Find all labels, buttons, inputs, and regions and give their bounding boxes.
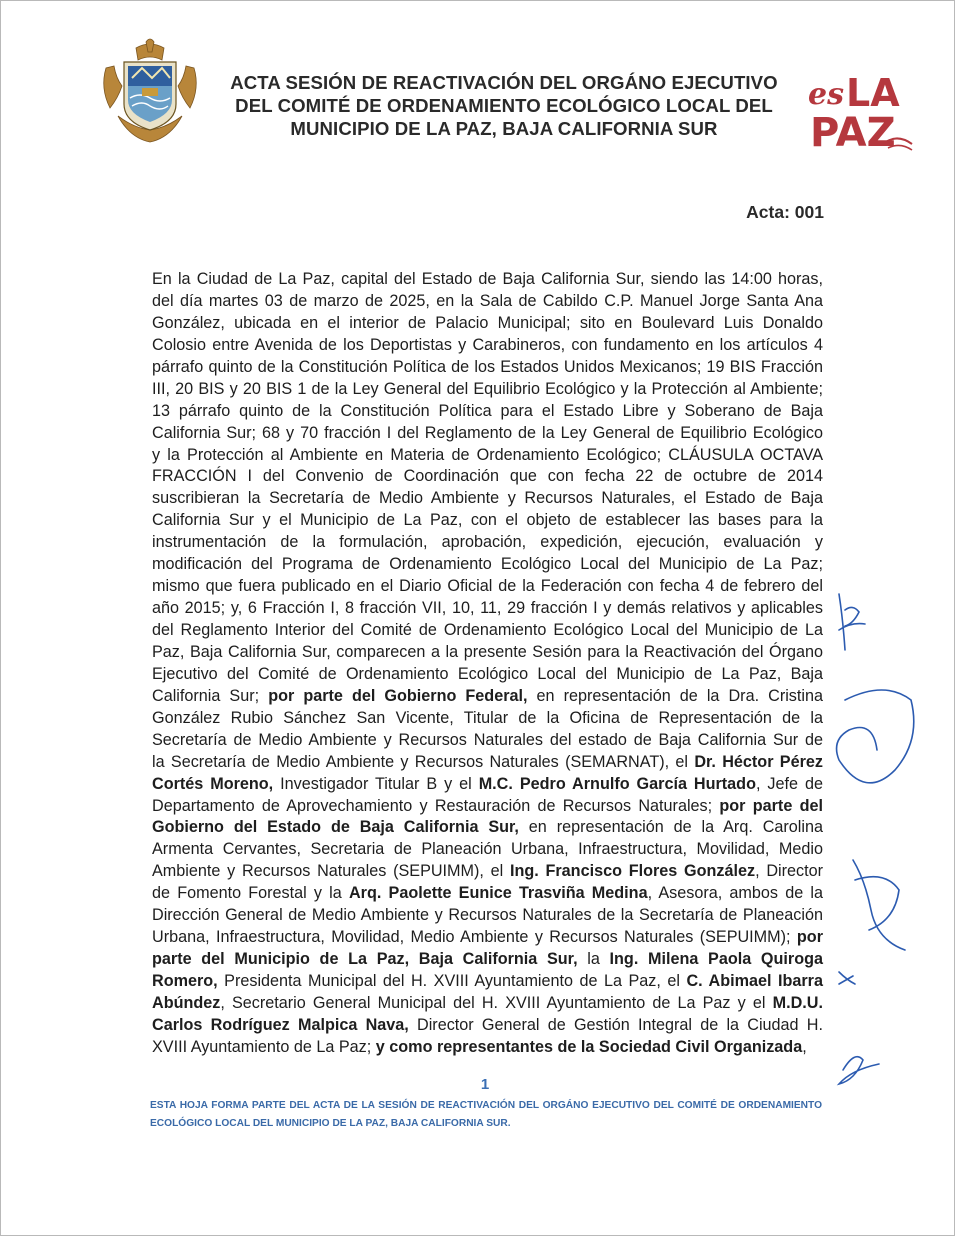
text-line [152, 576, 823, 598]
text-run: modificación del Programa de Ordenamiento Ecológico Local del Municipio de La Paz; [152, 555, 823, 574]
text-line [152, 510, 823, 532]
text-line [152, 949, 823, 971]
text-run: la [577, 950, 610, 969]
bold-text-run: M.C. Pedro Arnulfo García Hurtado [478, 774, 756, 793]
bold-text-run: Ing. Francisco Flores González [509, 862, 756, 881]
title-line: DEL COMITÉ DE ORDENAMIENTO ECOLÓGICO LOCAL DEL [235, 95, 773, 116]
text-run: , Director [755, 862, 823, 881]
text-run: California Sur y el Municipio de La Paz, con el objeto de establecer las bases para la [152, 511, 823, 530]
text-run: Urbana, Infraestructura, Movilidad, Medio Ambiente y Recursos Naturales (SEPUIMM); [152, 928, 797, 947]
text-line [152, 971, 823, 993]
logo-paz: PAZ [810, 110, 896, 154]
text-line [152, 817, 823, 839]
text-run: Departamento de Aprovechamiento y Restauración de Recursos Naturales; [152, 796, 720, 815]
es-la-paz-logo [806, 64, 916, 154]
text-line [152, 357, 823, 379]
page-number: 1 [480, 1076, 490, 1093]
bold-text-run: Cortés Moreno, [152, 774, 274, 793]
text-line [152, 861, 823, 883]
text-run: González Rubio Sánchez San Vicente, Titular de la Oficina de Representación de la [152, 708, 823, 727]
text-line [152, 554, 823, 576]
text-run: 13 párrafo quinto de la Constitución Política para el Estado Libre y Soberano de Baja [152, 401, 823, 420]
bold-text-run: M.D.U. [772, 993, 823, 1012]
bold-text-run: por parte del Gobierno Federal, [268, 686, 528, 705]
text-run: Investigador Titular B y el [273, 774, 479, 793]
handwritten-signatures [825, 580, 935, 1100]
text-run: FRACCIÓN I del Convenio de Coordinación que con fecha 22 de octubre de 2014 [152, 467, 823, 486]
bold-text-run: Arq. Paolette Eunice Trasviña Medina [348, 884, 648, 903]
text-run: Paz, Baja California Sur, comparecen a la presente Sesión para la Reactivación del Órgano [152, 642, 823, 661]
text-line [152, 796, 823, 818]
text-line [152, 730, 823, 752]
bold-text-run: por parte del [719, 796, 823, 815]
text-line [152, 532, 823, 554]
text-run: de Fomento Forestal y la [152, 884, 349, 903]
bold-text-run: C. Abimael Ibarra [686, 972, 823, 990]
text-run: XVIII Ayuntamiento de La Paz; [152, 1037, 376, 1056]
text-run: Colosio entre Avenida de los Deportistas y Carabineros, con fundamento en los artículos 4 [152, 335, 823, 354]
text-run: III, 20 BIS y 20 BIS 1 de la Ley General del Equilibrio Ecológico y la Protección al Ambiente; [152, 379, 823, 398]
text-line [152, 488, 823, 510]
text-run: Secretaría de Medio Ambiente y Recursos Naturales del estado de Baja California Sur de [152, 730, 823, 749]
text-line [152, 1037, 823, 1059]
text-line [152, 1015, 823, 1037]
bold-text-run: y como representantes de la Sociedad Civil Organizada [375, 1037, 803, 1056]
text-run: la Secretaría de Medio Ambiente y Recursos Naturales (SEMARNAT), el [152, 752, 695, 771]
text-line [152, 905, 823, 927]
bold-text-run: Dr. Héctor Pérez [694, 752, 823, 771]
logo-la: LA [846, 71, 900, 115]
text-line [152, 774, 823, 796]
text-line [152, 401, 823, 423]
document-title [226, 71, 782, 140]
text-line [152, 664, 823, 686]
bold-text-run: Romero, [152, 972, 218, 990]
text-run: Ejecutivo del Comité de Ordenamiento Ecológico Local del Municipio de La Paz, Baja [152, 664, 823, 683]
text-run: mismo que fuera publicado en el Diario Oficial de la Federación con fecha 4 de febrero del [152, 577, 823, 596]
bold-text-run: Carlos Rodríguez Malpica Nava, [152, 1015, 409, 1034]
acta-body [152, 269, 823, 1059]
text-run: , Asesora, ambos de la [647, 884, 823, 903]
footer-line: ECOLÓGICO LOCAL DEL MUNICIPIO DE LA PAZ, BAJA CALIFORNIA SUR. [150, 1118, 511, 1129]
text-line [152, 839, 823, 861]
text-line [152, 686, 823, 708]
title-line: MUNICIPIO DE LA PAZ, BAJA CALIFORNIA SUR [290, 118, 718, 139]
text-line [152, 620, 823, 642]
text-run: , [802, 1037, 807, 1056]
logo-es: es [808, 77, 844, 112]
text-line [152, 269, 823, 291]
text-run: , Jefe de [755, 774, 823, 793]
text-run: del Reglamento Interior del Comité de Ordenamiento Ecológico Local del Municipio de La [152, 621, 823, 639]
bold-text-run: Abúndez [152, 993, 221, 1012]
text-run: Ambiente y Recursos Naturales (SEPUIMM), el [152, 862, 510, 881]
text-line [152, 313, 823, 335]
text-line [152, 993, 823, 1015]
text-line [152, 598, 823, 620]
text-run: año 2015; y, 6 Fracción I, 8 fracción VII, 10, 11, 29 fracción I y demás relativos y aplicables [152, 599, 823, 618]
title-line: ACTA SESIÓN DE REACTIVACIÓN DEL ORGÁNO EJECUTIVO [230, 72, 778, 93]
text-run: en representación de la Dra. Cristina [527, 686, 823, 705]
text-line [152, 883, 823, 905]
text-line [152, 335, 823, 357]
text-line [152, 752, 823, 774]
text-run: y la Protección al Ambiente en Materia de Ordenamiento Ecológico; CLÁUSULA OCTAVA [152, 445, 823, 464]
bold-text-run: Ing. Milena Paola Quiroga [609, 950, 823, 969]
bold-text-run: por [796, 928, 823, 947]
text-line [152, 927, 823, 949]
acta-number: Acta: 001 [746, 202, 824, 222]
text-line [152, 291, 823, 313]
text-run: California Sur; [152, 686, 269, 705]
text-run: en representación de la Arq. Carolina [518, 818, 823, 837]
text-run: suscribieran la Secretaría de Medio Ambiente y Recursos Naturales, el Estado de Baja [152, 489, 823, 508]
text-run: del día martes 03 de marzo de 2025, en la Sala de Cabildo C.P. Manuel Jorge Santa Ana [152, 291, 823, 310]
text-run: , Secretario General Municipal del H. XVIII Ayuntamiento de La Paz y el [220, 993, 773, 1012]
bold-text-run: parte del Municipio de La Paz, Baja California Sur, [152, 950, 578, 969]
text-run: En la Ciudad de La Paz, capital del Estado de Baja California Sur, siendo las 14:00 horas, [152, 270, 823, 288]
municipal-seal-icon [96, 38, 204, 146]
text-line [152, 466, 823, 488]
text-line [152, 379, 823, 401]
text-run: Director General de Gestión Integral de la Ciudad H. [408, 1015, 823, 1034]
text-run: Dirección General de Medio Ambiente y Recursos Naturales de la Secretaría de Planeación [152, 906, 823, 925]
text-line [152, 708, 823, 730]
text-run: párrafo quinto de la Constitución Política de los Estados Unidos Mexicanos; 19 BIS Fracción [152, 357, 823, 376]
text-run: Armenta Cervantes, Secretaria de Planeación Urbana, Infraestructura, Movilidad, Medio [152, 840, 823, 859]
bold-text-run: Gobierno del Estado de Baja California Sur, [152, 818, 519, 837]
text-run: Presidenta Municipal del H. XVIII Ayuntamiento de La Paz, el [217, 972, 687, 990]
text-line [152, 642, 823, 664]
text-run: González, ubicada en el interior de Palacio Municipal; sito en Boulevard Luis Donaldo [152, 313, 823, 332]
text-run: California Sur; 68 y 70 fracción I del Reglamento de la Ley General de Equilibrio Ecológico [152, 423, 823, 442]
page-footer [150, 1097, 822, 1133]
text-run: instrumentación de la formulación, aprobación, expedición, ejecución, evaluación y [152, 533, 823, 552]
text-line [152, 445, 823, 467]
footer-line: ESTA HOJA FORMA PARTE DEL ACTA DE LA SESIÓN DE REACTIVACIÓN DEL ORGÁNO EJECUTIVO DEL COMITÉ DE ORDENAMIENTO [150, 1100, 822, 1111]
text-line [152, 423, 823, 445]
